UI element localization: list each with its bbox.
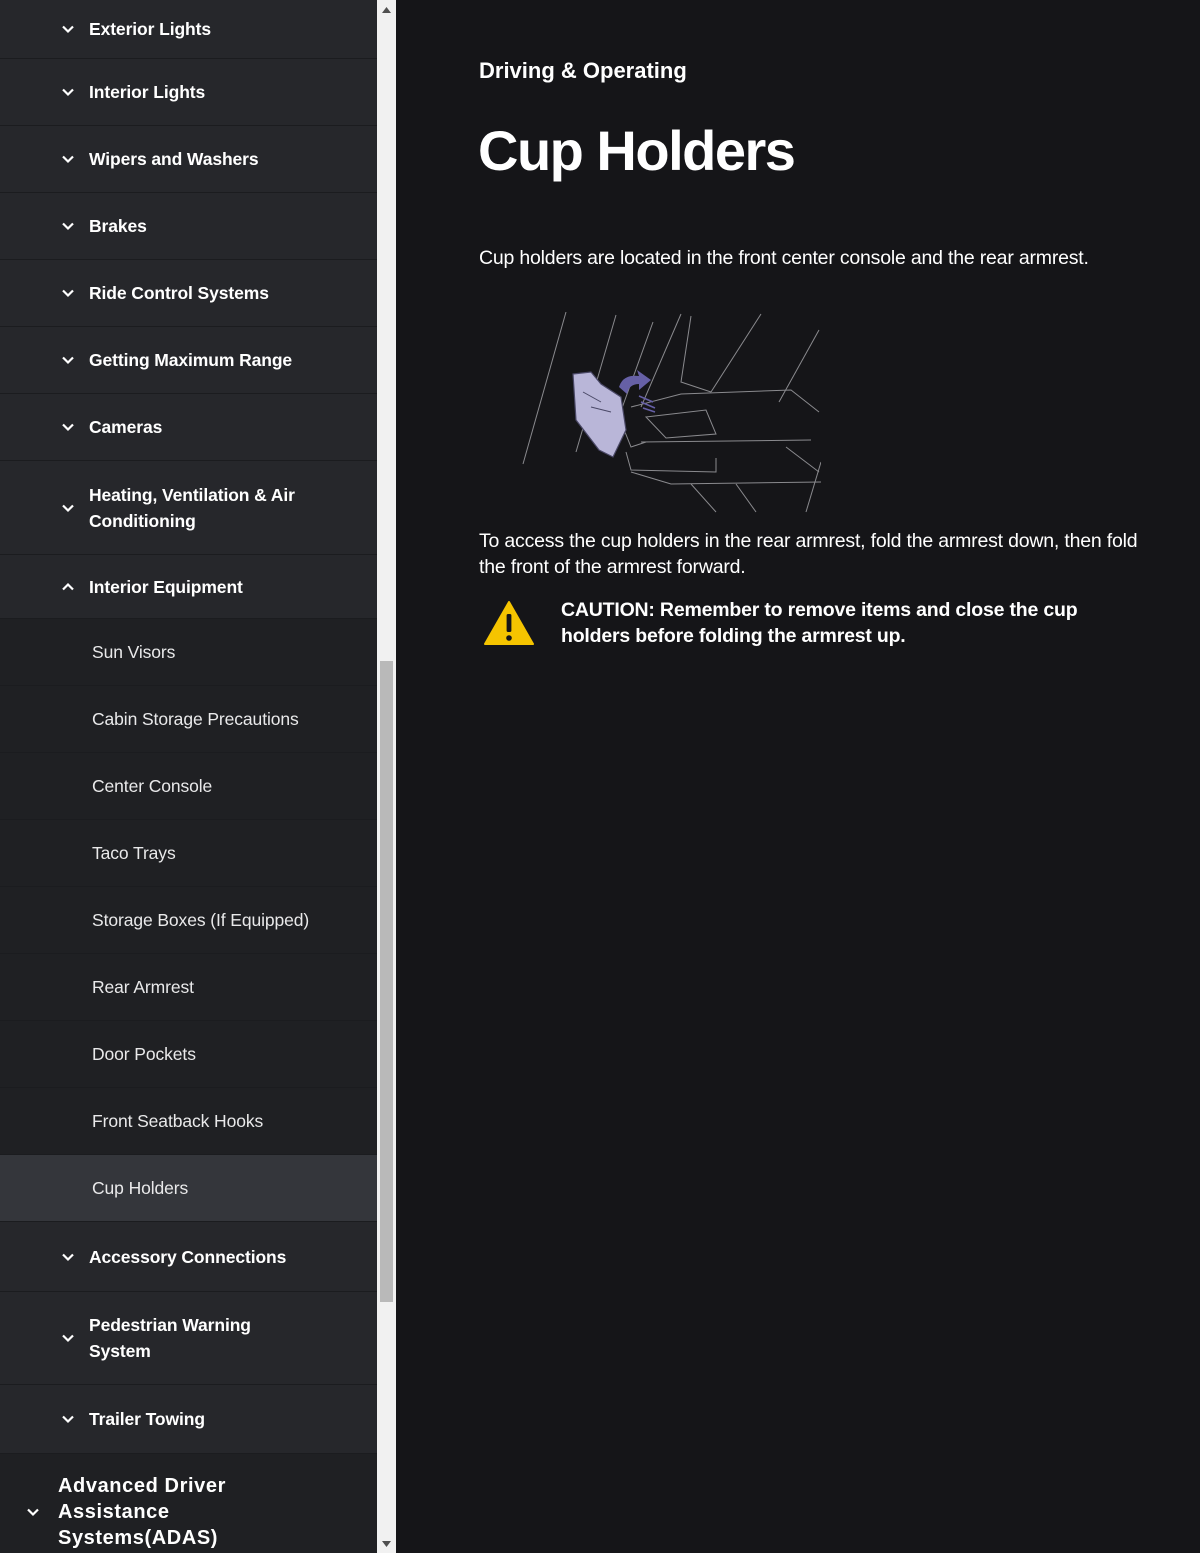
sidebar-item-label: Center Console xyxy=(92,776,213,796)
sidebar-subitem-sun-visors[interactable] xyxy=(0,619,377,686)
scroll-up-arrow-icon[interactable] xyxy=(377,0,396,19)
sidebar-item-heating-ventilation[interactable] xyxy=(0,461,377,555)
sidebar-item-label: Interior Lights xyxy=(89,82,206,102)
chevron-down-icon xyxy=(60,419,76,435)
sidebar-item-getting-maximum-range[interactable] xyxy=(0,327,377,394)
sidebar-subitem-cabin-storage-precautions[interactable] xyxy=(0,686,377,753)
sidebar-item-label: Door Pockets xyxy=(92,1044,196,1064)
sidebar-item-brakes[interactable] xyxy=(0,193,377,260)
sidebar-subitem-center-console[interactable] xyxy=(0,753,377,820)
sidebar-subitem-cup-holders[interactable] xyxy=(0,1155,377,1222)
sidebar-item-label: Sun Visors xyxy=(92,642,176,662)
sidebar-item-interior-equipment[interactable] xyxy=(0,555,377,619)
breadcrumb[interactable]: Driving & Operating xyxy=(479,58,687,83)
sidebar-item-label: Brakes xyxy=(89,216,147,236)
chevron-down-icon xyxy=(60,500,76,516)
chevron-down-icon xyxy=(60,1330,76,1346)
chevron-down-icon xyxy=(60,218,76,234)
armrest-cup-holder-illustration xyxy=(521,312,821,514)
sidebar-item-label: Storage Boxes (If Equipped) xyxy=(92,910,310,930)
sidebar-item-label: Heating, Ventilation & Air Conditioning xyxy=(89,484,295,531)
sidebar-item-label: Trailer Towing xyxy=(89,1409,205,1429)
sidebar-nav xyxy=(0,0,377,1553)
sidebar-item-cameras[interactable] xyxy=(0,394,377,461)
page-title: Cup Holders xyxy=(478,119,795,182)
scroll-down-arrow-icon[interactable] xyxy=(377,1534,396,1553)
sidebar-item-wipers-and-washers[interactable] xyxy=(0,126,377,193)
sidebar-item-label: Wipers and Washers xyxy=(89,149,259,169)
sidebar-subitem-front-seatback-hooks[interactable] xyxy=(0,1088,377,1155)
sidebar-item-label: Accessory Connections xyxy=(89,1246,287,1267)
sidebar-item-trailer-towing[interactable] xyxy=(0,1385,377,1454)
sidebar-item-label: Taco Trays xyxy=(92,843,176,863)
chevron-down-icon xyxy=(60,352,76,368)
caution-text: CAUTION: Remember to remove items and close the cup holders before folding the armrest up. xyxy=(561,599,1078,647)
chevron-down-icon xyxy=(60,1249,76,1265)
sidebar-subitem-rear-armrest[interactable] xyxy=(0,954,377,1021)
sidebar-item-accessory-connections[interactable] xyxy=(0,1222,377,1292)
main-content xyxy=(396,0,1200,1553)
sidebar-item-label: Advanced Driver Assistance Systems(ADAS) xyxy=(58,1475,226,1549)
chevron-up-icon xyxy=(60,579,76,595)
chevron-down-icon xyxy=(60,285,76,301)
sidebar-item-exterior-lights[interactable] xyxy=(0,0,377,59)
intro-paragraph: Cup holders are located in the front center console and the rear armrest. xyxy=(479,247,1089,269)
sidebar-section-adas[interactable] xyxy=(0,1454,377,1553)
sidebar-item-label: Cup Holders xyxy=(92,1178,189,1198)
chevron-down-icon xyxy=(60,1411,76,1427)
chevron-down-icon xyxy=(60,84,76,100)
sidebar-item-label: Ride Control Systems xyxy=(89,283,269,303)
sidebar-item-label: Pedestrian Warning System xyxy=(89,1315,251,1361)
sidebar-subitem-taco-trays[interactable] xyxy=(0,820,377,887)
sidebar-item-label: Front Seatback Hooks xyxy=(92,1111,264,1131)
sidebar-subitem-door-pockets[interactable] xyxy=(0,1021,377,1088)
armrest-cup-holder-shape xyxy=(573,372,626,457)
sidebar-item-ride-control-systems[interactable] xyxy=(0,260,377,327)
sidebar-item-label: Exterior Lights xyxy=(89,19,211,39)
sidebar-item-interior-lights[interactable] xyxy=(0,59,377,126)
chevron-down-icon xyxy=(60,151,76,167)
sidebar-item-label: Cameras xyxy=(89,417,163,437)
sidebar-item-label: Getting Maximum Range xyxy=(89,350,293,370)
fold-direction-arrow-icon xyxy=(619,370,651,394)
scrollbar-thumb[interactable] xyxy=(380,661,393,1302)
warning-triangle-icon xyxy=(483,600,535,646)
chevron-down-icon xyxy=(60,21,76,37)
sidebar-item-label: Interior Equipment xyxy=(89,576,243,597)
sidebar-item-label: Cabin Storage Precautions xyxy=(92,709,299,729)
sidebar-item-label: Rear Armrest xyxy=(92,977,194,997)
sidebar-item-pedestrian-warning-system[interactable] xyxy=(0,1292,377,1385)
sidebar-subitem-storage-boxes[interactable] xyxy=(0,887,377,954)
chevron-down-icon xyxy=(25,1504,41,1520)
access-paragraph: To access the cup holders in the rear armrest, fold the armrest down, then fold the front of the armrest forward. xyxy=(479,530,1138,578)
sidebar-scrollbar[interactable] xyxy=(377,0,396,1553)
